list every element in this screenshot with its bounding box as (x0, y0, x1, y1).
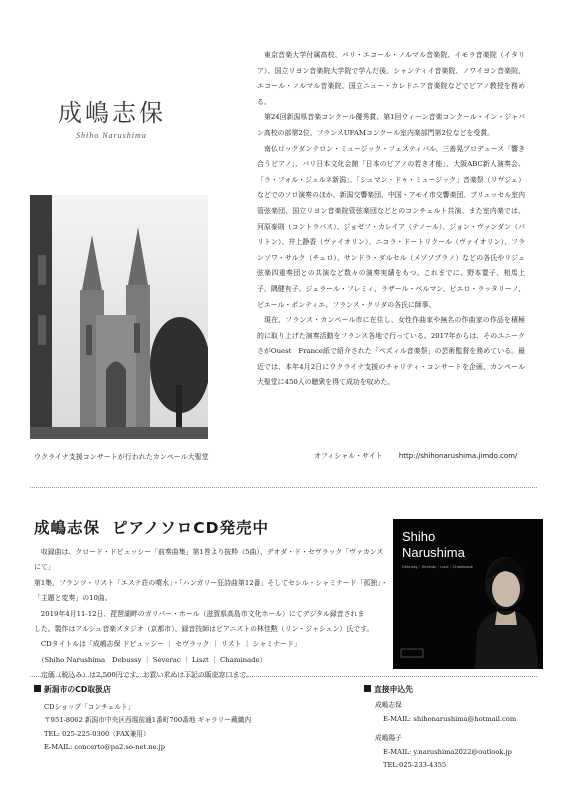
official-site (314, 451, 531, 461)
profile-name-japanese: 成嶋志保 (58, 99, 166, 127)
shop-tel: TEL: 025-225-0300（FAX兼用） (44, 729, 150, 738)
bio-paragraph: 現在、フランス・カンペール市に在住し、女性作曲家や無名の作曲家の作品を積極的に取り上げた演奏活動をフランス各地で行っている。2017年からは、そのユニークさがOuest France紙で紹介された「ペズィル音楽祭」の芸術監督を務めている。最近では、本年4月2日にウクライナ支援のチャリティ・コンサートを企画、カンペール大聖堂に450人の聴衆を得て成功を収めた。 (257, 316, 525, 387)
bio-paragraph: 第24回新潟県音楽コンクール優秀賞、第1回ウィーン音楽コンクール・イン・ジャパン高校の部第2位、フランスUFAMコンクール室内楽部門第2位などを受賞。 (257, 113, 525, 137)
order-heading-text: 直接申込先 (374, 685, 413, 694)
official-site-url[interactable]: http://shihonarushima.jimdo.com/ (398, 452, 518, 460)
photo-caption: ウクライナ支援コンサートが行われたカンペール大聖堂 (34, 453, 209, 461)
cd-line: 定価（税込み）は2,500円です。お買い求めは下記の販売窓口まで。 (34, 671, 253, 680)
order-contacts (375, 699, 516, 773)
cd-title-text: ピアノソロCD発売中 (112, 519, 270, 537)
cover-composers: Debussy｜Séverac｜Liszt｜Chaminade (402, 564, 473, 569)
cd-line: 「主題と変奏」の10曲。 (34, 594, 112, 603)
cd-cover (393, 519, 543, 669)
cathedral-photo (30, 195, 208, 439)
cd-line: （Shiho Narushima Debussy ｜ Séverac ｜ Liszt ｜ Chaminade） (34, 655, 267, 664)
profile-name-english: Shiho Narushima (76, 131, 147, 140)
shop-name: CDショップ「コンチェルト」 (44, 703, 135, 711)
contact-email[interactable]: E-MAIL: y.narushima2022@outlook.jp (383, 747, 512, 756)
square-bullet-icon (34, 685, 41, 692)
cd-description (34, 545, 389, 684)
shop-address: 〒951-8062 新潟市中央区西堀前通1番町700番地 ギャラリー蔵織内 (44, 716, 252, 725)
contact-email[interactable]: E-MAIL: shihonarushima@hotmail.com (383, 714, 517, 723)
cd-cover-art (393, 519, 543, 669)
section-divider (30, 676, 537, 677)
contact-name: 成嶋陽子 (375, 734, 402, 743)
order-heading (364, 684, 413, 695)
cd-line: CDタイトルは「成嶋志保 ドビュッシー ｜ セヴラック ｜ リスト ｜ シャミナード」 (34, 640, 301, 649)
cd-section-title (34, 516, 269, 538)
cd-line: 収録曲は、クロード・ドビュッシー「前奏曲集」第1巻より抜粋（5曲）、デオダ・ド・セヴラック「ヴァカンスにて」 (34, 548, 384, 572)
shop-heading (34, 684, 111, 695)
cover-name-line1: Shiho (402, 529, 436, 544)
contact-name: 成嶋志保 (375, 701, 402, 709)
bio-paragraph: 南仏ロックダンテロン・ミュージック・フェスティバル、三善晃プロデュース「響き合うピアノ」、パリ日本文化会館「日本のピアノの若き才能」、大阪ABC新人演奏会、「ラ・フォル・ジュルネ新潟」、「シュマン・ドゥ・ミュージック」音楽祭（リヴジェ）などでのソロ演奏のほか、新潟交響楽団、中国・アモイ市交響楽団、ブリュッセル室内管弦楽団、国立リヨン音楽院管弦楽団などとのコンチェルト共演、また室内楽では、河原泰則（コントラバス）、ジョゼフ・カレイア（テノール）、ジョン・ヴァンダン（バリトン）、井上静香（ヴァイオリン）、ニコラ・ドートリクール（ヴァイオリン）、フランソワ・サルク（チェロ）、サンドラ・ダルセル（メゾソプラノ）などの各氏やリジェ弦楽四重奏団との共演など数々の演奏実績をもつ。これまでに、野本寛子、相馬上子、隅健有子、ジェラール・フレミィ、ラザール・ベルマン、ピエロ・ラッタリーノ、ピエール・ポンティエ、フランス・クリダの各氏に師事。 (257, 144, 525, 309)
cover-name-line2: Narushima (402, 545, 465, 560)
bio-paragraph: 東京音楽大学付属高校、パリ・エコール・ノルマル音楽院、イモラ音楽院（イタリア）、国立リヨン音楽院大学院で学んだ後、シャンティイ音楽院、ノワイヨン音楽院、エコール・ノルマル音楽院、国立ニュー・カレドニア音楽院などでピアノ教授を務める。 (257, 51, 525, 106)
shop-heading-text: 新潟市のCD取扱店 (44, 685, 111, 694)
contact-tel: TEL:025-233-4355 (383, 761, 447, 770)
official-site-label: オフィシャル・サイト (314, 452, 383, 460)
cd-line: 第1集、フランツ・リスト「エステ荘の噴水」・「ハンガリー狂詩曲第12番」そしてセシル・シャミナード「孤独」・ (34, 578, 388, 587)
square-bullet-icon (364, 685, 371, 692)
cd-line: 2019年4月11-12日、琵琶湖畔のガリバー・ホール（滋賀県高島市文化ホール）にてデジタル録音されま (34, 609, 365, 618)
cd-title-name: 成嶋志保 (34, 519, 101, 537)
cathedral-illustration (30, 195, 208, 439)
biography (257, 48, 525, 391)
shop-info (44, 701, 251, 755)
shop-email[interactable]: E-MAIL: concerto@pa2.so-net.ne.jp (44, 743, 165, 752)
cd-line: した。製作はアルシュ音楽スタジオ（京都市）、録音技師はピアニストの林佳勲（リン・ジャシュン）氏です。 (34, 625, 374, 634)
section-divider (30, 487, 537, 488)
